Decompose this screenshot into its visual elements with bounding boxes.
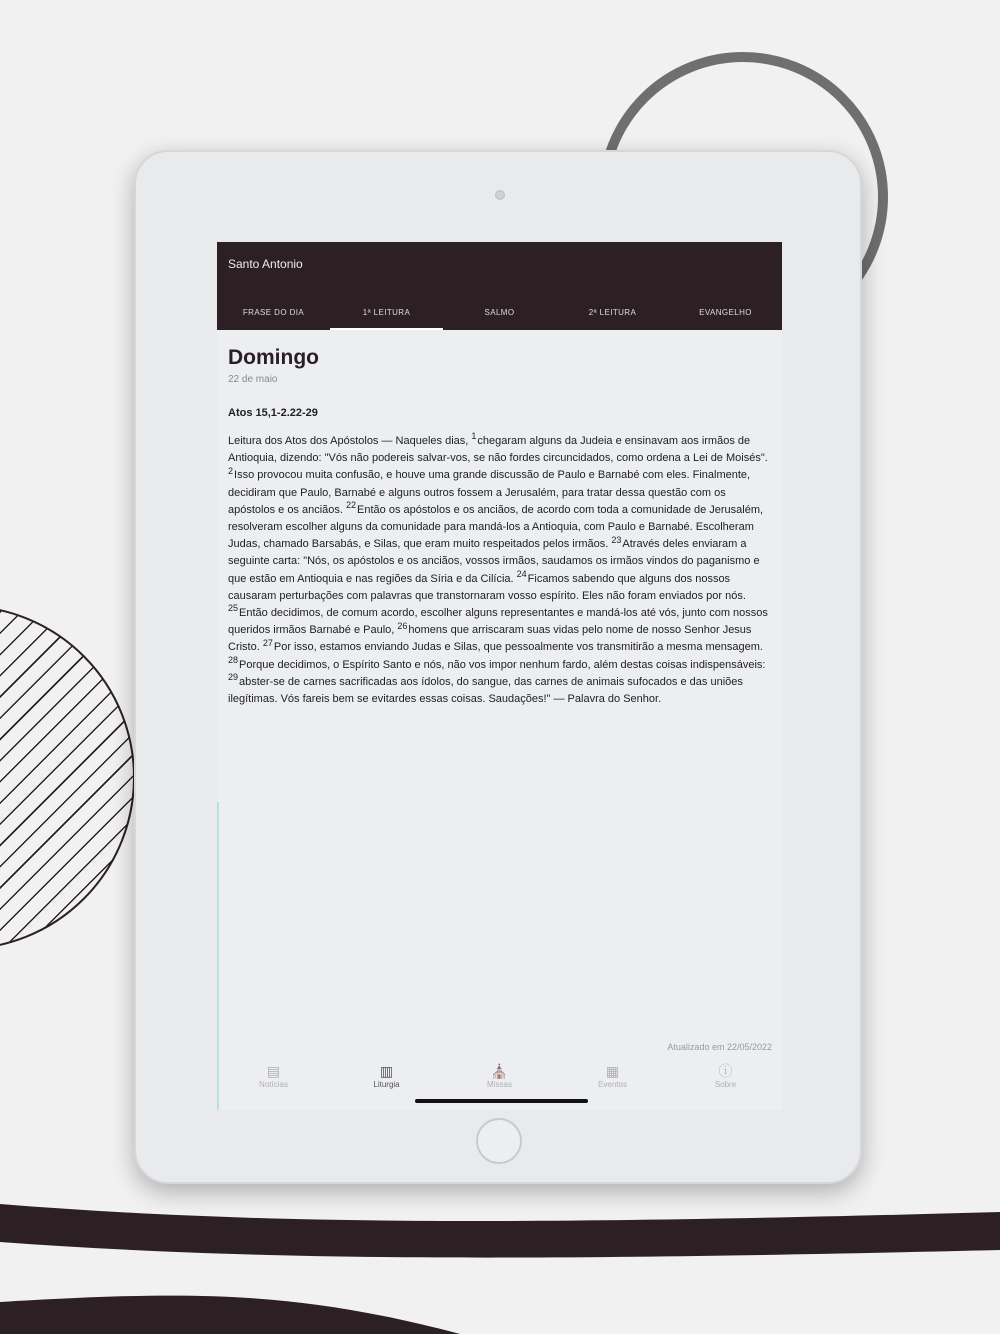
reading-date: 22 de maio bbox=[228, 374, 278, 385]
decorative-wave-stripes bbox=[0, 1180, 1000, 1334]
verse-number: 2 bbox=[228, 465, 234, 476]
nav-label: Liturgia bbox=[373, 1079, 400, 1089]
nav-label: Eventos bbox=[598, 1079, 627, 1089]
verse-text: Por isso, estamos enviando Judas e Silas, que pessoalmente vos transmitirão a mesma mensagem. bbox=[273, 641, 763, 654]
nav-item-sobre[interactable] bbox=[669, 1056, 782, 1096]
nav-item-liturgia[interactable] bbox=[330, 1056, 443, 1096]
nav-label: Missas bbox=[487, 1079, 512, 1089]
page-title: Domingo bbox=[228, 346, 319, 369]
verse-number: 29 bbox=[228, 672, 239, 683]
nav-label: Notícias bbox=[259, 1079, 288, 1089]
verse-text: chegaram alguns da Judeia e ensinavam aos irmãos de Antioquia, dizendo: "Vós não podereis salvar-vos, se não fordes circuncidados, como ordena a Lei de Moisés". bbox=[228, 435, 768, 465]
verse-number: 1 bbox=[471, 431, 477, 442]
verse-text: Ficamos sabendo que alguns dos nossos causaram perturbações com palavras que transtornaram vosso espírito. Eles não foram enviados por nós. bbox=[228, 572, 746, 602]
verse-number: 22 bbox=[346, 500, 357, 511]
home-indicator[interactable] bbox=[415, 1099, 588, 1103]
verse-text: Através deles enviaram a seguinte carta: "Nós, os apóstolos e os anciãos, vossos irmãos, saudamos os irmãos vindos do paganismo e que estão em Antioquia e nas regiões da Síria e da Cilícia. bbox=[228, 538, 760, 585]
app-title: Santo Antonio bbox=[228, 257, 303, 271]
newspaper-icon: ▤ bbox=[266, 1062, 281, 1079]
app-screen bbox=[217, 242, 782, 1110]
tab-segunda-leitura[interactable]: 2ª LEITURA bbox=[588, 307, 637, 317]
verse-text: abster-se de carnes sacrificadas aos ídolos, do sangue, das carnes de animais sufocados e das uniões ilegítimas. Vós fareis bem se evitardes essas coisas. Saudações!" — Palavra do Senhor. bbox=[228, 675, 743, 706]
verse-text: Porque decidimos, o Espírito Santo e nós, não vos impor nenhum fardo, além destas coisas indispensáveis: bbox=[239, 658, 766, 671]
reading-content bbox=[228, 346, 773, 708]
verse-text: Então os apóstolos e os anciãos, de acordo com toda a comunidade de Jerusalém, resolveram escolher alguns da comunidade para mandá-los a Antioquia, com Paulo e Barnabé. Escolheram Judas, chamado Barsabás, e Silas, que eram muito respeitados pelos irmãos. bbox=[228, 503, 764, 551]
reading-intro: Leitura dos Atos dos Apóstolos — Naqueles dias, bbox=[228, 435, 469, 447]
nav-item-missas[interactable] bbox=[443, 1056, 556, 1096]
verse-number: 28 bbox=[228, 654, 239, 665]
scripture-reference: Atos 15,1-2.22-29 bbox=[228, 407, 318, 419]
updated-timestamp: Atualizado em 22/05/2022 bbox=[667, 1042, 772, 1052]
app-bar bbox=[217, 242, 782, 330]
tab-primeira-leitura[interactable]: 1ª LEITURA bbox=[330, 294, 443, 330]
tab-evangelho[interactable]: EVANGELHO bbox=[699, 307, 752, 317]
reading-text bbox=[228, 433, 773, 708]
verse-number: 27 bbox=[262, 637, 273, 648]
bottom-nav bbox=[217, 1056, 782, 1096]
verse-text: Isso provocou muita confusão, e houve uma grande discussão de Paulo e Barnabé com eles. Finalmente, decidiram que Paulo, Barnabé e alguns outros fossem a Jerusalém, para tratar dessa questão com os apóstolos e os anciãos. bbox=[228, 469, 751, 516]
nav-label: Sobre bbox=[714, 1079, 737, 1089]
verse-text: Então decidimos, de comum acordo, escolher alguns representantes e mandá-los até vós, junto com nossos queridos irmãos Barnabé e Paulo, bbox=[228, 607, 768, 637]
nav-item-noticias[interactable] bbox=[217, 1056, 330, 1096]
home-button[interactable] bbox=[476, 1118, 522, 1164]
verse-number: 24 bbox=[516, 568, 527, 579]
verse-number: 23 bbox=[611, 534, 622, 545]
tab-bar bbox=[217, 294, 782, 330]
verse-number: 25 bbox=[228, 603, 239, 614]
verse-text: homens que arriscaram suas vidas pelo nome de nosso Senhor Jesus Cristo. bbox=[228, 624, 752, 654]
nav-item-eventos[interactable] bbox=[556, 1056, 669, 1096]
info-icon: ⓘ bbox=[718, 1062, 733, 1079]
tab-salmo[interactable]: SALMO bbox=[484, 307, 515, 317]
tab-frase-do-dia[interactable]: FRASE DO DIA bbox=[242, 307, 305, 317]
book-icon: ▥ bbox=[379, 1062, 394, 1079]
camera-icon bbox=[495, 190, 505, 200]
calendar-icon: ▦ bbox=[605, 1062, 620, 1079]
church-icon: ⛪ bbox=[490, 1062, 509, 1079]
decorative-hatched-circle bbox=[0, 605, 135, 950]
verse-number: 26 bbox=[397, 620, 408, 631]
